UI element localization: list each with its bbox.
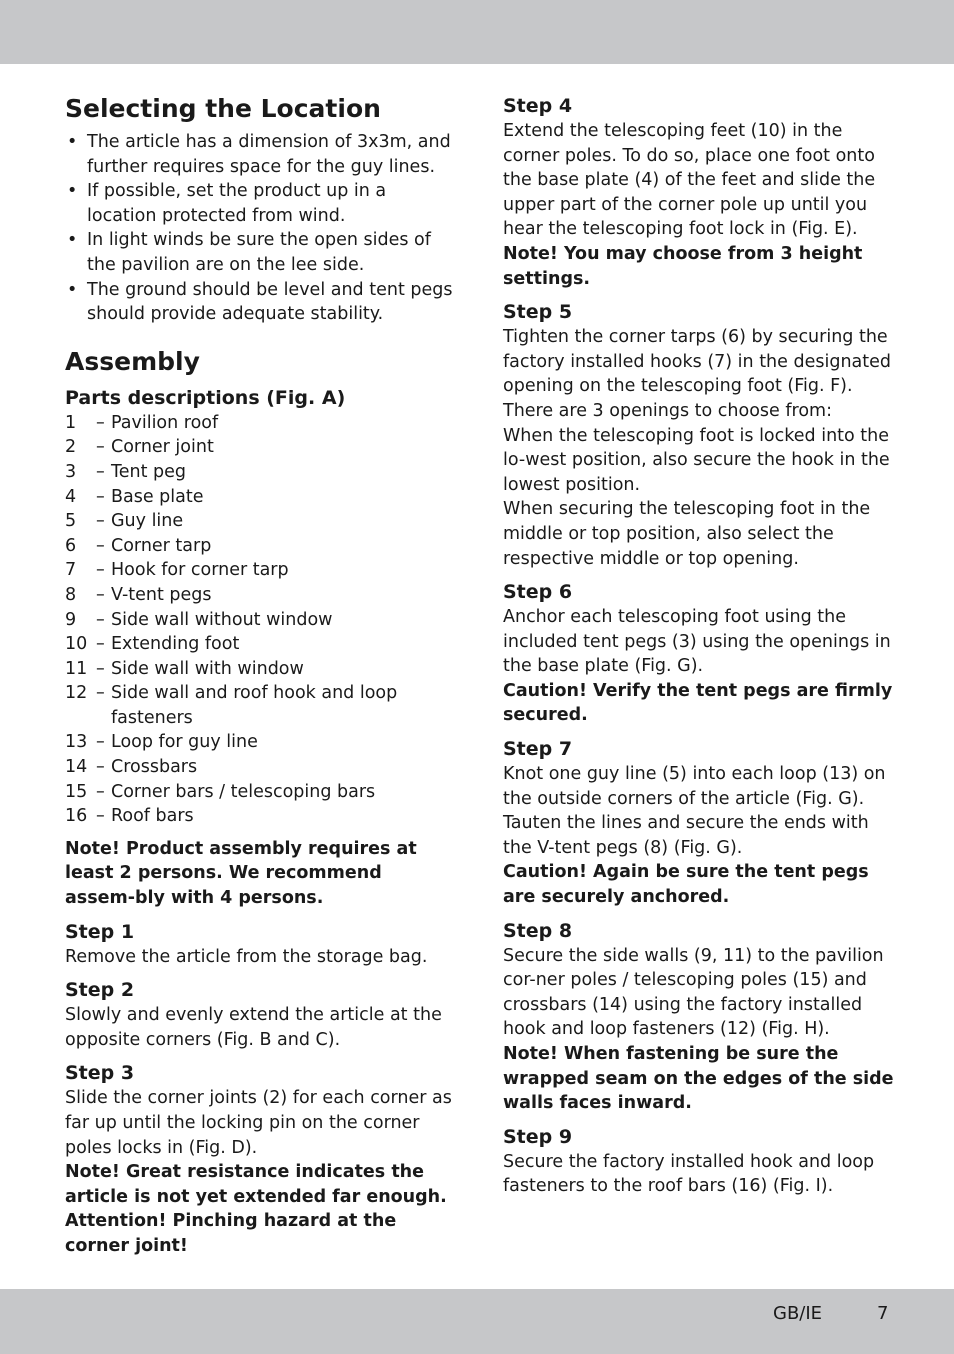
parts-list-item	[65, 534, 457, 559]
step9-text: Secure the factory installed hook and loop fasteners to the roof bars (16) (Fig. I).	[503, 1151, 875, 1197]
part-number: 13	[65, 732, 88, 753]
list-item: • The article has a dimension of 3x3m, and further requires space for the guy lines.	[65, 130, 457, 179]
part-dash: –	[96, 609, 105, 630]
part-label: Side wall without window	[111, 609, 333, 630]
step5-text1: Tighten the corner tarps (6) by securing the factory installed hooks (7) in the designated opening on the telescoping foot (Fig. F).	[503, 327, 891, 397]
parts-list-item	[65, 755, 457, 780]
page-number: 7	[877, 1303, 889, 1324]
step6-text: Anchor each telescoping foot using the included tent pegs (3) using the openings in the base plate (Fig. G).	[503, 607, 891, 677]
part-dash: –	[96, 437, 105, 458]
step2-text: Slowly and evenly extend the article at the opposite corners (Fig. B and C).	[65, 1005, 442, 1050]
step5-text2: There are 3 openings to choose from:	[503, 400, 832, 421]
part-number: 5	[65, 511, 77, 532]
part-dash: –	[96, 806, 105, 827]
part-number: 1	[65, 412, 77, 433]
step7-text2: Tauten the lines and secure the ends with the V-tent pegs (8) (Fig. G).	[503, 813, 869, 858]
part-number: 8	[65, 584, 77, 605]
step9-heading: Step 9	[503, 1125, 573, 1148]
parts-heading: Parts descriptions (Fig. A)	[65, 386, 346, 409]
list-item: • The ground should be level and tent pegs should provide adequate stability.	[65, 278, 457, 327]
step4-text: Extend the telescoping feet (10) in the corner poles. To do so, place one foot onto the base plate (4) of the feet and slide the upper part of the corner pole up until you hear the telescoping foot lock in (Fig. E).	[503, 121, 876, 240]
part-label: Hook for corner tarp	[111, 560, 289, 581]
part-label: Base plate	[111, 486, 204, 507]
step7-heading: Step 7	[503, 738, 573, 761]
parts-list-item	[65, 657, 457, 682]
step1-heading: Step 1	[65, 920, 135, 943]
step1-text: Remove the article from the storage bag.	[65, 946, 428, 967]
footer-language: GB/IE	[773, 1303, 823, 1324]
parts-list-item	[65, 411, 457, 436]
part-dash: –	[96, 535, 105, 556]
step2-heading: Step 2	[65, 979, 135, 1002]
right-column	[503, 93, 895, 1199]
part-label: Crossbars	[111, 757, 198, 778]
part-dash: –	[96, 511, 105, 532]
part-label: Side wall and roof hook and loop fasteners	[111, 683, 398, 728]
parts-list-item	[65, 460, 457, 485]
part-number: 2	[65, 437, 77, 458]
step5-text3: When the telescoping foot is locked into the lo-west position, also secure the hook in the lowest position.	[503, 425, 890, 495]
part-number: 6	[65, 535, 77, 556]
step7-text1: Knot one guy line (5) into each loop (13) on the outside corners of the article (Fig. G).	[503, 764, 886, 809]
step3-text: Slide the corner joints (2) for each corner as far up until the locking pin on the corner poles locks in (Fig. D).	[65, 1088, 452, 1158]
parts-list-item	[65, 681, 457, 730]
step6-heading: Step 6	[503, 581, 573, 604]
part-dash: –	[96, 658, 105, 679]
header-band	[0, 0, 954, 64]
step4-heading: Step 4	[503, 95, 573, 117]
part-dash: –	[96, 486, 105, 507]
location-heading: Selecting the Location	[65, 94, 381, 123]
parts-list-item	[65, 632, 457, 657]
part-label: V-tent pegs	[111, 584, 212, 605]
part-dash: –	[96, 584, 105, 605]
step8-note: Note! When fastening be sure the wrapped seam on the edges of the side walls faces inward.	[503, 1044, 894, 1114]
part-number: 14	[65, 757, 88, 778]
part-number: 10	[65, 634, 88, 655]
step5-heading: Step 5	[503, 301, 573, 324]
part-dash: –	[96, 757, 105, 778]
step8-heading: Step 8	[503, 919, 573, 942]
parts-list-item	[65, 730, 457, 755]
part-label: Corner joint	[111, 437, 214, 458]
part-number: 12	[65, 683, 88, 704]
parts-list-item	[65, 509, 457, 534]
part-label: Corner tarp	[111, 535, 212, 556]
list-item: • In light winds be sure the open sides of the pavilion are on the lee side.	[65, 228, 457, 277]
part-label: Extending foot	[111, 634, 240, 655]
step3-heading: Step 3	[65, 1062, 135, 1085]
parts-list-item	[65, 583, 457, 608]
part-dash: –	[96, 560, 105, 581]
part-dash: –	[96, 634, 105, 655]
parts-list-item	[65, 608, 457, 633]
part-label: Pavilion roof	[111, 412, 219, 433]
part-dash: –	[96, 781, 105, 802]
part-number: 4	[65, 486, 77, 507]
part-number: 3	[65, 461, 77, 482]
part-label: Corner bars / telescoping bars	[111, 781, 376, 802]
location-bullets	[65, 130, 457, 327]
step3-attention: Attention! Pinching hazard at the corner joint!	[65, 1211, 397, 1256]
part-label: Side wall with window	[111, 658, 304, 679]
left-column	[65, 92, 457, 1259]
step4-note: Note! You may choose from 3 height settings.	[503, 243, 863, 289]
parts-list-item	[65, 558, 457, 583]
part-dash: –	[96, 732, 105, 753]
part-number: 9	[65, 609, 77, 630]
part-number: 15	[65, 781, 88, 802]
step3-note: Note! Great resistance indicates the article is not yet extended far enough.	[65, 1162, 447, 1207]
part-label: Loop for guy line	[111, 732, 258, 753]
assembly-heading: Assembly	[65, 346, 200, 376]
parts-list-item	[65, 485, 457, 510]
step5-text4: When securing the telescoping foot in the middle or top position, also select the respective middle or top opening.	[503, 499, 871, 569]
parts-list-item	[65, 780, 457, 805]
part-label: Tent peg	[111, 461, 186, 482]
part-label: Guy line	[111, 511, 184, 532]
part-dash: –	[96, 683, 105, 704]
list-item: • If possible, set the product up in a location protected from wind.	[65, 179, 457, 228]
step6-caution: Caution! Verify the tent pegs are firmly secured.	[503, 680, 893, 726]
part-label: Roof bars	[111, 806, 194, 827]
part-number: 16	[65, 806, 88, 827]
part-number: 7	[65, 560, 77, 581]
part-dash: –	[96, 412, 105, 433]
parts-list-item	[65, 435, 457, 460]
part-dash: –	[96, 461, 105, 482]
assembly-note: Note! Product assembly requires at least 2 persons. We recommend assem-bly with 4 persons.	[65, 838, 417, 909]
parts-list-item	[65, 804, 457, 829]
parts-list	[65, 411, 457, 829]
part-number: 11	[65, 658, 88, 679]
step7-caution: Caution! Again be sure the tent pegs are securely anchored.	[503, 862, 869, 908]
step8-text: Secure the side walls (9, 11) to the pavilion cor-ner poles / telescoping poles (15) and crossbars (14) using the factory installed hook and loop fasteners (12) (Fig. H).	[503, 945, 884, 1040]
